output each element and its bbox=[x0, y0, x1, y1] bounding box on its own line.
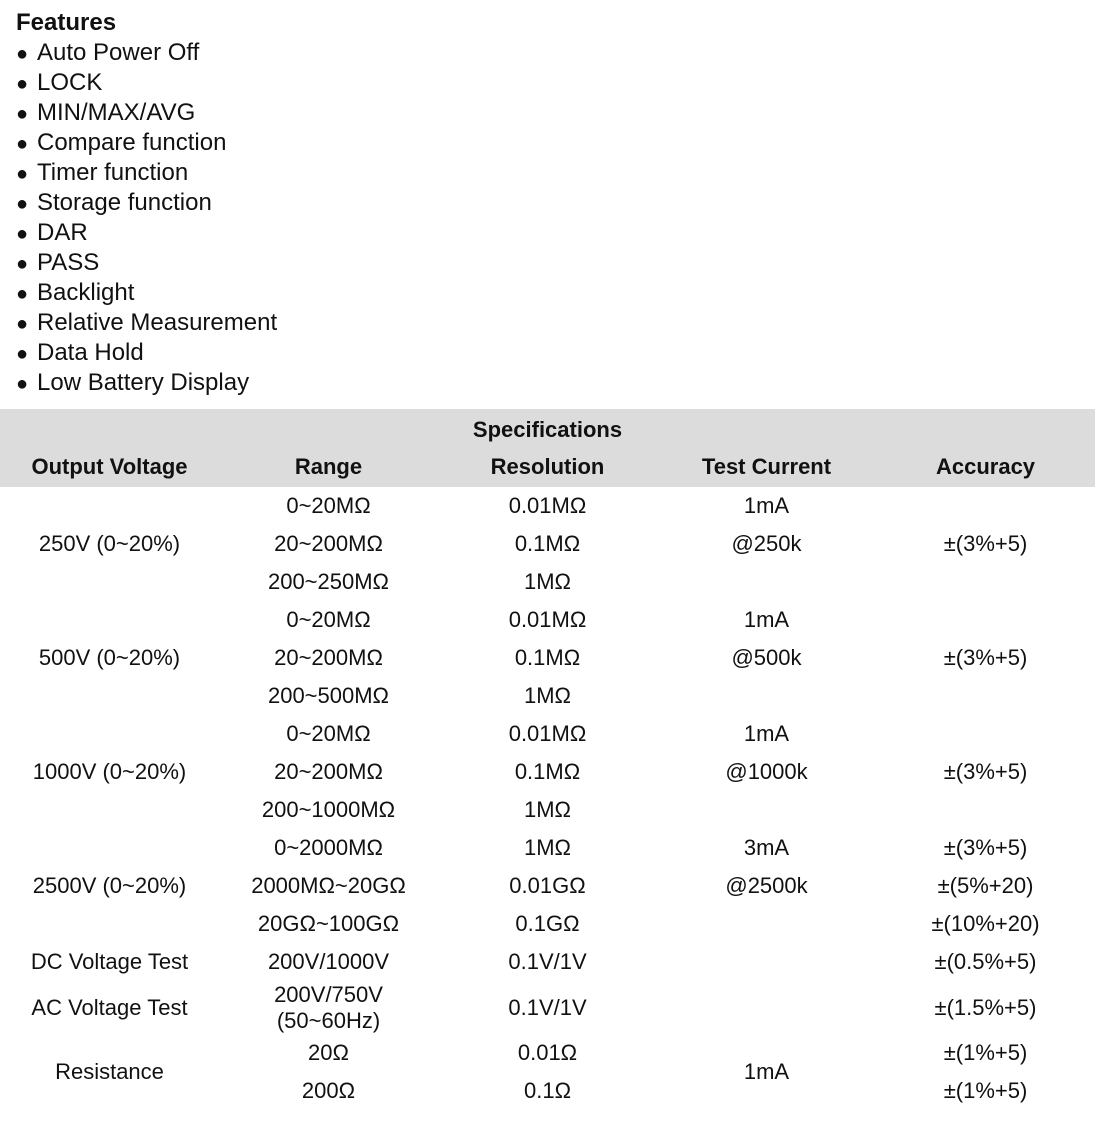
feature-item bbox=[16, 98, 616, 128]
bullet-icon: ● bbox=[16, 103, 29, 125]
feature-label: Relative Measurement bbox=[37, 309, 278, 336]
table-row bbox=[0, 943, 1095, 981]
range-line: 200V/750V bbox=[274, 981, 383, 1007]
column-header-row bbox=[0, 449, 1095, 487]
column-header-accuracy: Accuracy bbox=[935, 454, 1036, 479]
column-header-resolution: Resolution bbox=[490, 454, 605, 479]
bullet-icon: ● bbox=[16, 373, 29, 395]
range-cell: 0~20MΩ bbox=[286, 607, 371, 632]
range-cell: 0~20MΩ bbox=[286, 721, 371, 746]
resolution-cell: 0.1V/1V bbox=[508, 949, 587, 974]
table-row bbox=[0, 1034, 1095, 1072]
features-list bbox=[16, 38, 616, 398]
output-voltage-cell: 500V (0~20%) bbox=[38, 645, 181, 670]
feature-label: Storage function bbox=[37, 189, 212, 216]
output-voltage-cell: 1000V (0~20%) bbox=[32, 759, 187, 784]
specifications-body bbox=[0, 487, 1095, 1110]
feature-item bbox=[16, 68, 616, 98]
bullet-icon: ● bbox=[16, 163, 29, 185]
output-voltage-cell: Resistance bbox=[55, 1059, 164, 1084]
range-cell: 200Ω bbox=[301, 1078, 356, 1103]
test-current-cell bbox=[657, 563, 876, 601]
bullet-icon: ● bbox=[16, 253, 29, 275]
specifications-table bbox=[0, 409, 1095, 1110]
feature-label: Auto Power Off bbox=[37, 39, 200, 66]
test-current-cell bbox=[657, 791, 876, 829]
test-current-cell: 1mA bbox=[743, 607, 790, 632]
resolution-cell: 0.01MΩ bbox=[508, 493, 587, 518]
accuracy-cell: ±(1%+5) bbox=[943, 1078, 1028, 1103]
range-cell bbox=[219, 981, 438, 1034]
accuracy-cell: ±(3%+5) bbox=[943, 759, 1028, 784]
specifications-title-row bbox=[0, 409, 1095, 449]
bullet-icon: ● bbox=[16, 343, 29, 365]
feature-label: MIN/MAX/AVG bbox=[37, 99, 196, 126]
range-cell: 0~2000MΩ bbox=[274, 835, 383, 860]
range-cell: 0~20MΩ bbox=[286, 493, 371, 518]
resolution-cell: 0.01MΩ bbox=[508, 607, 587, 632]
column-header-output-voltage: Output Voltage bbox=[31, 454, 188, 479]
test-current-cell: 3mA bbox=[743, 835, 790, 860]
bullet-icon: ● bbox=[16, 313, 29, 335]
range-cell: 20~200MΩ bbox=[274, 759, 383, 784]
bullet-icon: ● bbox=[16, 133, 29, 155]
range-cell: 2000MΩ~20GΩ bbox=[251, 873, 406, 898]
feature-item bbox=[16, 158, 616, 188]
feature-item bbox=[16, 38, 616, 68]
test-current-cell: @2500k bbox=[725, 873, 808, 898]
feature-item bbox=[16, 128, 616, 158]
resolution-cell: 0.01Ω bbox=[517, 1040, 578, 1065]
feature-label: LOCK bbox=[37, 69, 103, 96]
feature-item bbox=[16, 308, 616, 338]
feature-label: DAR bbox=[37, 219, 88, 246]
features-title: Features bbox=[16, 9, 117, 36]
feature-label: PASS bbox=[37, 249, 100, 276]
resolution-cell: 0.01GΩ bbox=[509, 873, 586, 898]
feature-item bbox=[16, 368, 616, 398]
table-row bbox=[0, 487, 1095, 525]
test-current-cell: 1mA bbox=[743, 493, 790, 518]
accuracy-cell: ±(1.5%+5) bbox=[934, 994, 1037, 1020]
test-current-cell bbox=[657, 677, 876, 715]
feature-item bbox=[16, 218, 616, 248]
test-current-cell bbox=[657, 943, 876, 981]
resolution-cell: 0.1GΩ bbox=[515, 911, 580, 936]
accuracy-cell: ±(0.5%+5) bbox=[934, 949, 1037, 974]
accuracy-cell: ±(3%+5) bbox=[943, 531, 1028, 556]
test-current-cell bbox=[657, 905, 876, 943]
features-section bbox=[16, 8, 616, 398]
output-voltage-cell: AC Voltage Test bbox=[31, 994, 188, 1020]
range-cell: 20~200MΩ bbox=[274, 531, 383, 556]
range-cell: 20GΩ~100GΩ bbox=[257, 911, 400, 936]
output-voltage-cell: 250V (0~20%) bbox=[38, 531, 181, 556]
accuracy-cell: ±(10%+20) bbox=[931, 911, 1040, 936]
range-cell: 20Ω bbox=[308, 1040, 349, 1065]
resolution-cell: 1MΩ bbox=[523, 569, 571, 594]
table-row bbox=[0, 829, 1095, 867]
resolution-cell: 1MΩ bbox=[523, 797, 571, 822]
bullet-icon: ● bbox=[16, 73, 29, 95]
range-cell: 200~250MΩ bbox=[267, 569, 390, 594]
resolution-cell: 0.1MΩ bbox=[514, 531, 581, 556]
feature-label: Timer function bbox=[37, 159, 189, 186]
output-voltage-cell: 2500V (0~20%) bbox=[32, 873, 187, 898]
resolution-cell: 1MΩ bbox=[523, 835, 571, 860]
range-cell: 200~1000MΩ bbox=[261, 797, 396, 822]
column-header-range: Range bbox=[294, 454, 363, 479]
test-current-cell: 1mA bbox=[743, 1059, 790, 1084]
table-row bbox=[0, 601, 1095, 639]
table-row bbox=[0, 715, 1095, 753]
range-cell: 20~200MΩ bbox=[274, 645, 383, 670]
accuracy-cell: ±(3%+5) bbox=[943, 835, 1028, 860]
feature-item bbox=[16, 248, 616, 278]
feature-item bbox=[16, 188, 616, 218]
feature-label: Compare function bbox=[37, 129, 227, 156]
feature-item bbox=[16, 278, 616, 308]
feature-item bbox=[16, 338, 616, 368]
bullet-icon: ● bbox=[16, 283, 29, 305]
specifications-header bbox=[0, 409, 1095, 487]
resolution-cell: 0.1MΩ bbox=[514, 645, 581, 670]
resolution-cell: 0.1MΩ bbox=[514, 759, 581, 784]
bullet-icon: ● bbox=[16, 43, 29, 65]
resolution-cell: 0.01MΩ bbox=[508, 721, 587, 746]
feature-label: Low Battery Display bbox=[37, 369, 250, 396]
resolution-cell: 0.1Ω bbox=[523, 1078, 572, 1103]
feature-label: Data Hold bbox=[37, 339, 144, 366]
range-cell: 200~500MΩ bbox=[267, 683, 390, 708]
accuracy-cell: ±(5%+20) bbox=[937, 873, 1034, 898]
accuracy-cell: ±(3%+5) bbox=[943, 645, 1028, 670]
bullet-icon: ● bbox=[16, 223, 29, 245]
range-line: (50~60Hz) bbox=[276, 1007, 381, 1033]
test-current-cell bbox=[657, 981, 876, 1034]
specifications-title: Specifications bbox=[472, 417, 623, 442]
resolution-cell: 0.1V/1V bbox=[508, 994, 587, 1020]
table-row bbox=[0, 981, 1095, 1034]
resolution-cell: 1MΩ bbox=[523, 683, 571, 708]
test-current-cell: 1mA bbox=[743, 721, 790, 746]
bullet-icon: ● bbox=[16, 193, 29, 215]
accuracy-cell: ±(1%+5) bbox=[943, 1040, 1028, 1065]
test-current-cell: @500k bbox=[731, 645, 802, 670]
test-current-cell: @1000k bbox=[725, 759, 808, 784]
test-current-cell: @250k bbox=[731, 531, 802, 556]
column-header-test-current: Test Current bbox=[701, 454, 832, 479]
feature-label: Backlight bbox=[37, 279, 135, 306]
output-voltage-cell: DC Voltage Test bbox=[30, 949, 189, 974]
range-cell: 200V/1000V bbox=[267, 949, 390, 974]
